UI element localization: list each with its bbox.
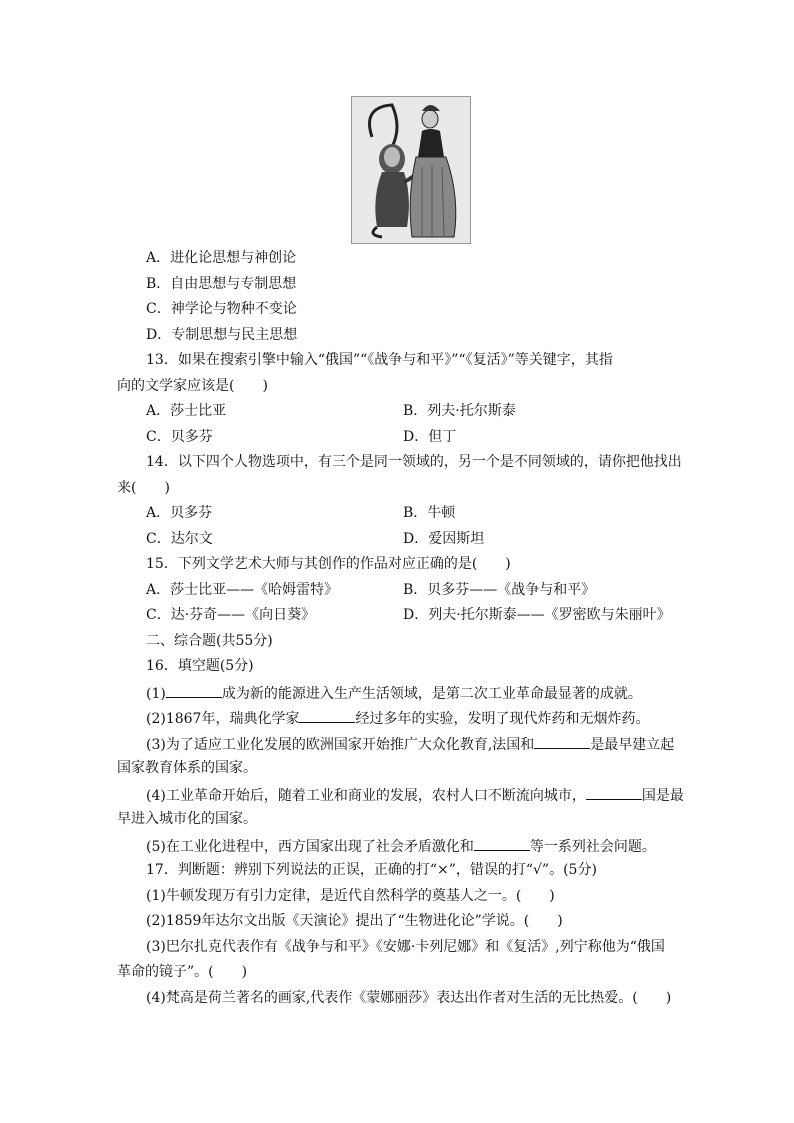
q15-option-a: A．莎士比亚——《哈姆雷特》 — [146, 582, 339, 598]
q12-option-d: D．专制思想与民主思想 — [146, 327, 298, 343]
q16-item-2 — [146, 708, 649, 728]
q16-title: 16．填空题(5分) — [146, 658, 254, 674]
q12-option-b: B．自由思想与专制思想 — [146, 276, 297, 292]
q16-item-3-prefix: (3)为了适应工业化发展的欧洲国家开始推广大众化教育,法国和 — [146, 737, 535, 753]
cartoon-illustration — [351, 96, 471, 244]
q15-option-d: D．列夫·托尔斯泰——《罗密欧与朱丽叶》 — [403, 607, 671, 623]
q13-option-b: B．列夫·托尔斯泰 — [403, 403, 516, 419]
q17-item-3: (3)巴尔扎克代表作有《战争与和平》《安娜·卡列尼娜》和《复活》,列宁称他为“俄国 — [146, 939, 665, 955]
q16-blank-1[interactable] — [166, 683, 222, 698]
q16-item-4-prefix: (4)工业革命开始后，随着工业和商业的发展，农村人口不断流向城市， — [146, 788, 586, 804]
q16-item-5-text: 等一系列社会问题。 — [529, 839, 656, 855]
q14-option-b: B．牛顿 — [403, 505, 456, 521]
section-2-title: 二、综合题(共55分) — [146, 633, 273, 649]
q17-item-1: (1)牛顿发现万有引力定律，是近代自然科学的奠基人之一。( ) — [146, 888, 555, 904]
q17-title: 17．判断题：辨别下列说法的正误，正确的打“×”，错误的打“√”。(5分) — [146, 862, 597, 878]
q13-stem-line2: 向的文学家应该是( ) — [117, 378, 268, 394]
q16-item-2-prefix: (2)1867年，瑞典化学家 — [146, 711, 300, 727]
q16-item-3-line2: 国家教育体系的国家。 — [117, 760, 257, 776]
q16-item-3 — [146, 734, 674, 754]
q14-option-d: D．爱因斯坦 — [403, 531, 485, 547]
q16-item-3-text: 是最早建立起 — [590, 737, 675, 753]
q16-item-1 — [146, 683, 642, 703]
q17-item-4: (4)梵高是荷兰著名的画家,代表作《蒙娜丽莎》表达出作者对生活的无比热爱。( ) — [146, 990, 672, 1006]
q16-item-4-line2: 早进入城市化的国家。 — [117, 811, 257, 827]
q16-blank-4[interactable] — [586, 785, 642, 800]
q12-option-a: A．进化论思想与神创论 — [146, 250, 297, 266]
q14-stem-line1: 14．以下四个人物选项中，有三个是同一领域的，另一个是不同领域的，请你把他找出 — [146, 454, 682, 470]
q13-option-d: D．但丁 — [403, 429, 457, 445]
q15-option-b: B．贝多芬——《战争与和平》 — [403, 582, 596, 598]
q13-option-c: C．贝多芬 — [146, 429, 213, 445]
q16-item-1-text: 成为新的能源进入生产生活领域，是第二次工业革命最显著的成就。 — [221, 686, 642, 702]
q14-option-a: A．贝多芬 — [146, 505, 213, 521]
q16-item-4-text: 国是最 — [641, 788, 684, 804]
q17-item-3-line2: 革命的镜子”。( ) — [117, 964, 248, 980]
q13-option-a: A．莎士比亚 — [146, 403, 227, 419]
q12-option-c: C．神学论与物种不变论 — [146, 301, 297, 317]
q16-blank-2[interactable] — [299, 708, 355, 723]
q16-blank-3[interactable] — [534, 734, 590, 749]
q16-item-5 — [146, 836, 656, 856]
cartoon-illustration-icon — [352, 97, 470, 243]
q16-item-4 — [146, 785, 684, 805]
q16-item-1-prefix: (1) — [146, 686, 166, 702]
q14-option-c: C．达尔文 — [146, 531, 213, 547]
q16-blank-5[interactable] — [474, 836, 530, 851]
q13-stem-line1: 13．如果在搜索引擎中输入“俄国”“《战争与和平》”“《复活》”等关键字，其指 — [146, 352, 613, 368]
q15-stem: 15．下列文学艺术大师与其创作的作品对应正确的是( ) — [146, 556, 511, 572]
q17-item-2: (2)1859年达尔文出版《天演论》提出了“生物进化论”学说。( ) — [146, 913, 563, 929]
q16-item-2-text: 经过多年的实验，发明了现代炸药和无烟炸药。 — [355, 711, 650, 727]
q16-item-5-prefix: (5)在工业化进程中，西方国家出现了社会矛盾激化和 — [146, 839, 474, 855]
q14-stem-line2: 来( ) — [117, 480, 170, 496]
q15-option-c: C．达·芬奇——《向日葵》 — [146, 607, 316, 623]
